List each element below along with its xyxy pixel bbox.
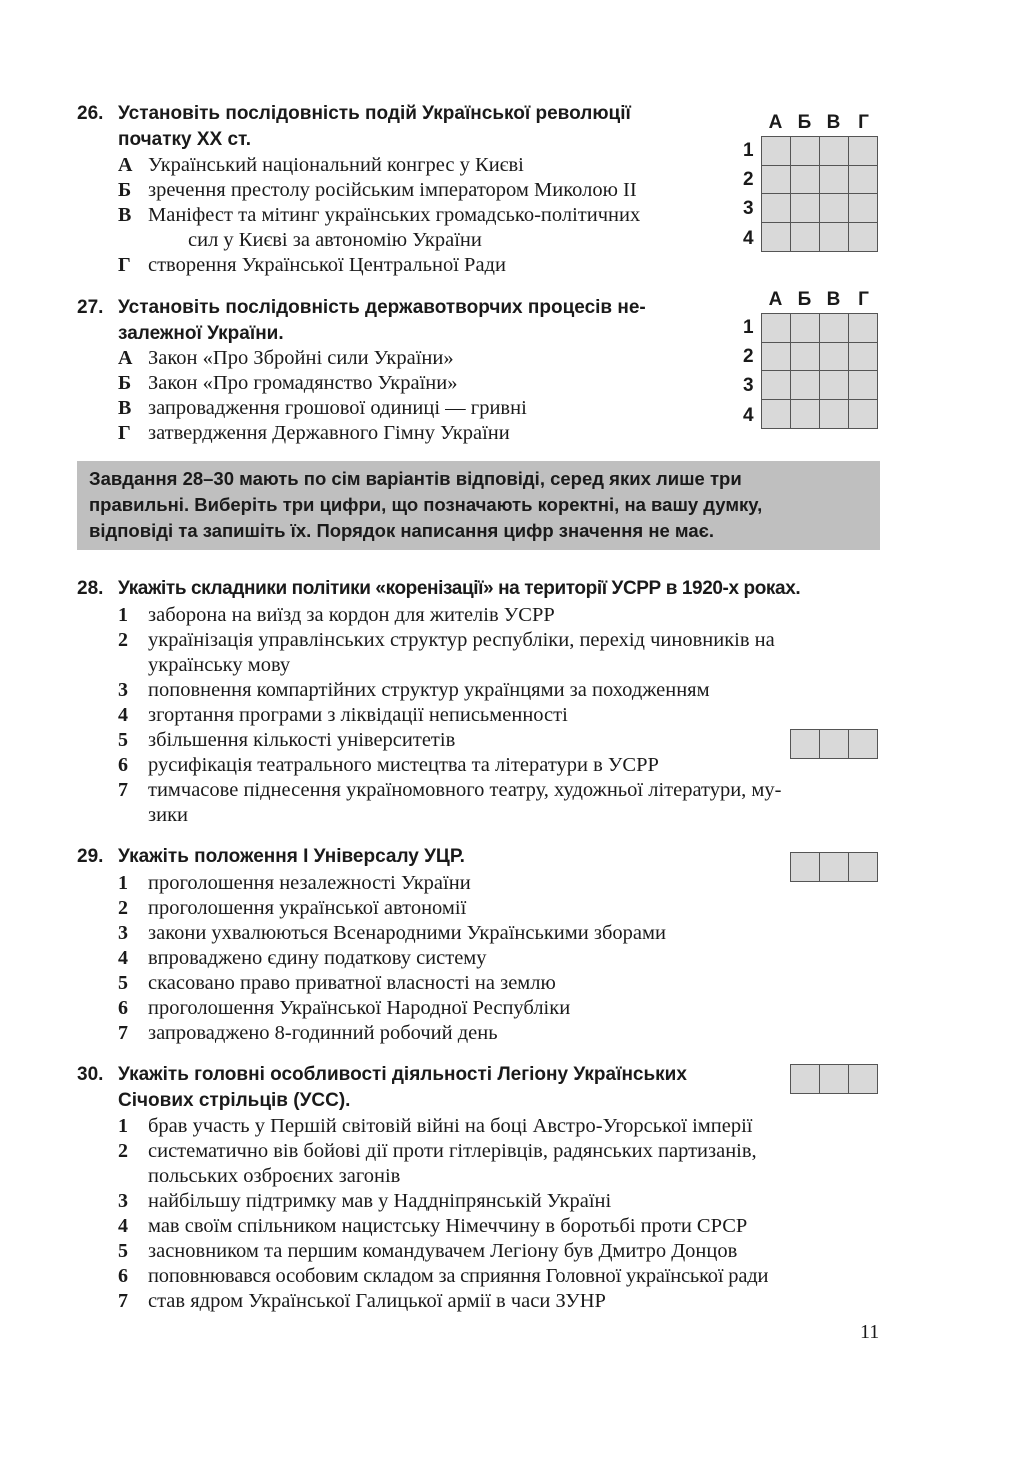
q27-answer-cell[interactable] — [761, 399, 791, 429]
q30-option-3-text: найбільшу підтримку мав у Наддніпрянській Україні — [148, 1190, 612, 1212]
q30-answer-cell[interactable] — [848, 1064, 878, 1094]
q29-option-6-text: проголошення Української Народної Республіки — [148, 997, 571, 1019]
q26-answer-cell[interactable] — [761, 193, 791, 223]
question-29-number: 29. — [77, 846, 104, 867]
q29-answer-cell[interactable] — [819, 852, 849, 882]
q29-option-1-num: 1 — [118, 872, 128, 894]
q26-option-v-text-line1: Маніфест та мітинг українських громадсько-політичних — [148, 204, 641, 226]
q29-option-5-text: скасовано право приватної власності на землю — [148, 972, 556, 994]
q27-answer-cell[interactable] — [790, 370, 820, 400]
q29-answer-cell[interactable] — [790, 852, 820, 882]
q27-answer-cell[interactable] — [761, 313, 791, 343]
q27-answer-cell[interactable] — [819, 313, 849, 343]
q26-option-v-text-line2: сил у Києві за автономію України — [188, 229, 482, 251]
page-number: 11 — [860, 1321, 880, 1343]
q26-grid-col-v: В — [826, 112, 841, 133]
q30-option-5-num: 5 — [118, 1240, 128, 1262]
q30-option-2-text-line1: систематично вів бойові дії проти гітлерівців, радянських партизанів, — [148, 1140, 757, 1162]
q26-answer-cell[interactable] — [848, 222, 878, 252]
q30-option-7-text: став ядром Української Галицької армії в часи ЗУНР — [148, 1290, 606, 1312]
question-30-number: 30. — [77, 1064, 104, 1085]
q27-answer-cell[interactable] — [848, 342, 878, 372]
q27-option-letter-b: Б — [118, 372, 132, 394]
q30-option-2-num: 2 — [118, 1140, 128, 1162]
q30-option-2-text-line2: польських озброєних загонів — [148, 1165, 401, 1187]
q27-grid-col-v: В — [826, 289, 841, 310]
q30-option-5-text: засновником та першим командувачем Легіону був Дмитро Донцов — [148, 1240, 738, 1262]
q27-option-letter-g: Г — [118, 422, 131, 444]
q26-answer-cell[interactable] — [790, 222, 820, 252]
q26-option-letter-v: В — [118, 204, 132, 226]
q27-answer-cell[interactable] — [761, 342, 791, 372]
q27-answer-cell[interactable] — [848, 313, 878, 343]
question-26-heading-line1: Установіть послідовність подій Української революції — [118, 103, 631, 124]
q26-grid-row-4: 4 — [743, 228, 754, 249]
question-26-heading-line2: початку XX ст. — [118, 129, 251, 150]
q29-option-3-text: закони ухвалюються Всенародними Українськими зборами — [148, 922, 666, 944]
q26-answer-cell[interactable] — [848, 165, 878, 195]
q27-answer-cell[interactable] — [790, 399, 820, 429]
q28-option-5-text: збільшення кількості університетів — [148, 729, 456, 751]
q28-option-4-text: згортання програми з ліквідації неписьменності — [148, 704, 568, 726]
q26-grid-row-2: 2 — [743, 169, 754, 190]
q27-answer-cell[interactable] — [819, 370, 849, 400]
q26-answer-cell[interactable] — [761, 222, 791, 252]
q26-option-letter-b: Б — [118, 179, 132, 201]
question-27-heading-line1: Установіть послідовність державотворчих процесів не- — [118, 297, 646, 318]
q26-grid-col-b: Б — [797, 112, 812, 133]
q28-answer-cell[interactable] — [790, 729, 820, 759]
q26-grid-row-3: 3 — [743, 198, 754, 219]
q26-grid-row-1: 1 — [743, 140, 754, 161]
q28-answer-cell[interactable] — [848, 729, 878, 759]
q27-option-b-text: Закон «Про громадянство України» — [148, 372, 458, 394]
q27-grid-row-2: 2 — [743, 346, 754, 367]
q28-option-6-text: русифікація театрального мистецтва та літератури в УСРР — [148, 754, 659, 776]
question-30-heading-line2: Січових стрільців (УСС). — [118, 1090, 351, 1111]
q30-option-4-num: 4 — [118, 1215, 128, 1237]
instruction-line2: правильні. Виберіть три цифри, що позначають коректні, на вашу думку, — [89, 494, 763, 515]
q28-option-2-text-line2: українську мову — [148, 654, 291, 676]
q28-option-7-text-line2: зики — [148, 804, 188, 826]
q30-option-7-num: 7 — [118, 1290, 128, 1312]
instruction-line1: Завдання 28–30 мають по сім варіантів відповіді, серед яких лише три — [89, 468, 742, 489]
q30-option-4-text: мав своїм спільником нацистську Німеччину в боротьбі проти СРСР — [148, 1215, 748, 1237]
q28-option-4-num: 4 — [118, 704, 128, 726]
q26-answer-cell[interactable] — [790, 136, 820, 166]
q26-grid-col-a: А — [768, 112, 783, 133]
q26-option-b-text: зречення престолу російським імператором Миколою ІІ — [148, 179, 637, 201]
q27-answer-cell[interactable] — [848, 399, 878, 429]
q27-answer-cell[interactable] — [819, 399, 849, 429]
q27-grid-row-4: 4 — [743, 405, 754, 426]
q26-answer-cell[interactable] — [819, 165, 849, 195]
q29-option-6-num: 6 — [118, 997, 128, 1019]
question-28-heading: Укажіть складники політики «коренізації» на території УСРР в 1920-х роках. — [118, 578, 801, 599]
q27-option-letter-v: В — [118, 397, 132, 419]
q27-option-g-text: затвердження Державного Гімну України — [148, 422, 510, 444]
q26-answer-cell[interactable] — [819, 136, 849, 166]
q28-option-2-num: 2 — [118, 629, 128, 651]
q28-option-1-text: заборона на виїзд за кордон для жителів УСРР — [148, 604, 555, 626]
q26-option-a-text: Український національний конгрес у Києві — [148, 154, 524, 176]
q29-option-7-num: 7 — [118, 1022, 128, 1044]
q26-answer-cell[interactable] — [761, 136, 791, 166]
q26-answer-cell[interactable] — [819, 193, 849, 223]
q29-option-3-num: 3 — [118, 922, 128, 944]
q30-answer-cell[interactable] — [790, 1064, 820, 1094]
q27-grid-row-3: 3 — [743, 375, 754, 396]
q29-option-4-text: впроваджено єдину податкову систему — [148, 947, 487, 969]
question-28-number: 28. — [77, 578, 104, 599]
q29-option-5-num: 5 — [118, 972, 128, 994]
q29-option-1-text: проголошення незалежності України — [148, 872, 471, 894]
q26-grid-col-g: Г — [858, 112, 869, 133]
q26-answer-cell[interactable] — [819, 222, 849, 252]
question-30-heading-line1: Укажіть головні особливості діяльності Легіону Українських — [118, 1064, 687, 1085]
q30-option-6-num: 6 — [118, 1265, 128, 1287]
q26-answer-cell[interactable] — [848, 136, 878, 166]
question-27-number: 27. — [77, 297, 104, 318]
q27-answer-cell[interactable] — [761, 370, 791, 400]
q27-grid-col-a: А — [768, 289, 783, 310]
question-26-number: 26. — [77, 103, 104, 124]
q28-option-3-text: поповнення компартійних структур українцями за походженням — [148, 679, 710, 701]
q28-option-7-text-line1: тимчасове піднесення україномовного театру, художньої літератури, му- — [148, 779, 782, 801]
q27-grid-col-b: Б — [797, 289, 812, 310]
q26-option-letter-g: Г — [118, 254, 131, 276]
q29-option-2-text: проголошення української автономії — [148, 897, 467, 919]
q29-answer-cell[interactable] — [848, 852, 878, 882]
q26-answer-cell[interactable] — [790, 193, 820, 223]
q27-answer-cell[interactable] — [790, 313, 820, 343]
q27-answer-cell[interactable] — [819, 342, 849, 372]
q28-option-5-num: 5 — [118, 729, 128, 751]
q30-option-1-text: брав участь у Першій світовій війні на боці Австро-Угорської імперії — [148, 1115, 753, 1137]
q28-option-6-num: 6 — [118, 754, 128, 776]
q26-answer-cell[interactable] — [848, 193, 878, 223]
q28-option-1-num: 1 — [118, 604, 128, 626]
instruction-line3: відповіді та запишіть їх. Порядок написання цифр значення не має. — [89, 520, 715, 541]
question-29-heading: Укажіть положення І Універсалу УЦР. — [118, 846, 465, 867]
q27-grid-row-1: 1 — [743, 317, 754, 338]
q26-option-letter-a: А — [118, 154, 133, 176]
q27-answer-cell[interactable] — [790, 342, 820, 372]
q30-answer-cell[interactable] — [819, 1064, 849, 1094]
q27-option-letter-a: А — [118, 347, 133, 369]
q29-option-2-num: 2 — [118, 897, 128, 919]
q30-option-6-text: поповнювався особовим складом за сприяння Головної української ради — [148, 1265, 769, 1287]
q28-option-2-text-line1: українізація управлінських структур республіки, перехід чиновників на — [148, 629, 775, 651]
q30-option-3-num: 3 — [118, 1190, 128, 1212]
q28-option-3-num: 3 — [118, 679, 128, 701]
q26-answer-cell[interactable] — [761, 165, 791, 195]
q29-option-4-num: 4 — [118, 947, 128, 969]
instruction-box — [77, 461, 880, 550]
q27-grid-col-g: Г — [858, 289, 869, 310]
q27-answer-cell[interactable] — [848, 370, 878, 400]
q29-option-7-text: запроваджено 8-годинний робочий день — [148, 1022, 498, 1044]
q28-option-7-num: 7 — [118, 779, 128, 801]
q28-answer-cell[interactable] — [819, 729, 849, 759]
q26-option-g-text: створення Української Центральної Ради — [148, 254, 506, 276]
q27-option-v-text: запровадження грошової одиниці — гривні — [148, 397, 527, 419]
q26-answer-cell[interactable] — [790, 165, 820, 195]
q27-option-a-text: Закон «Про Збройні сили України» — [148, 347, 454, 369]
question-27-heading-line2: залежної України. — [118, 323, 284, 344]
q30-option-1-num: 1 — [118, 1115, 128, 1137]
